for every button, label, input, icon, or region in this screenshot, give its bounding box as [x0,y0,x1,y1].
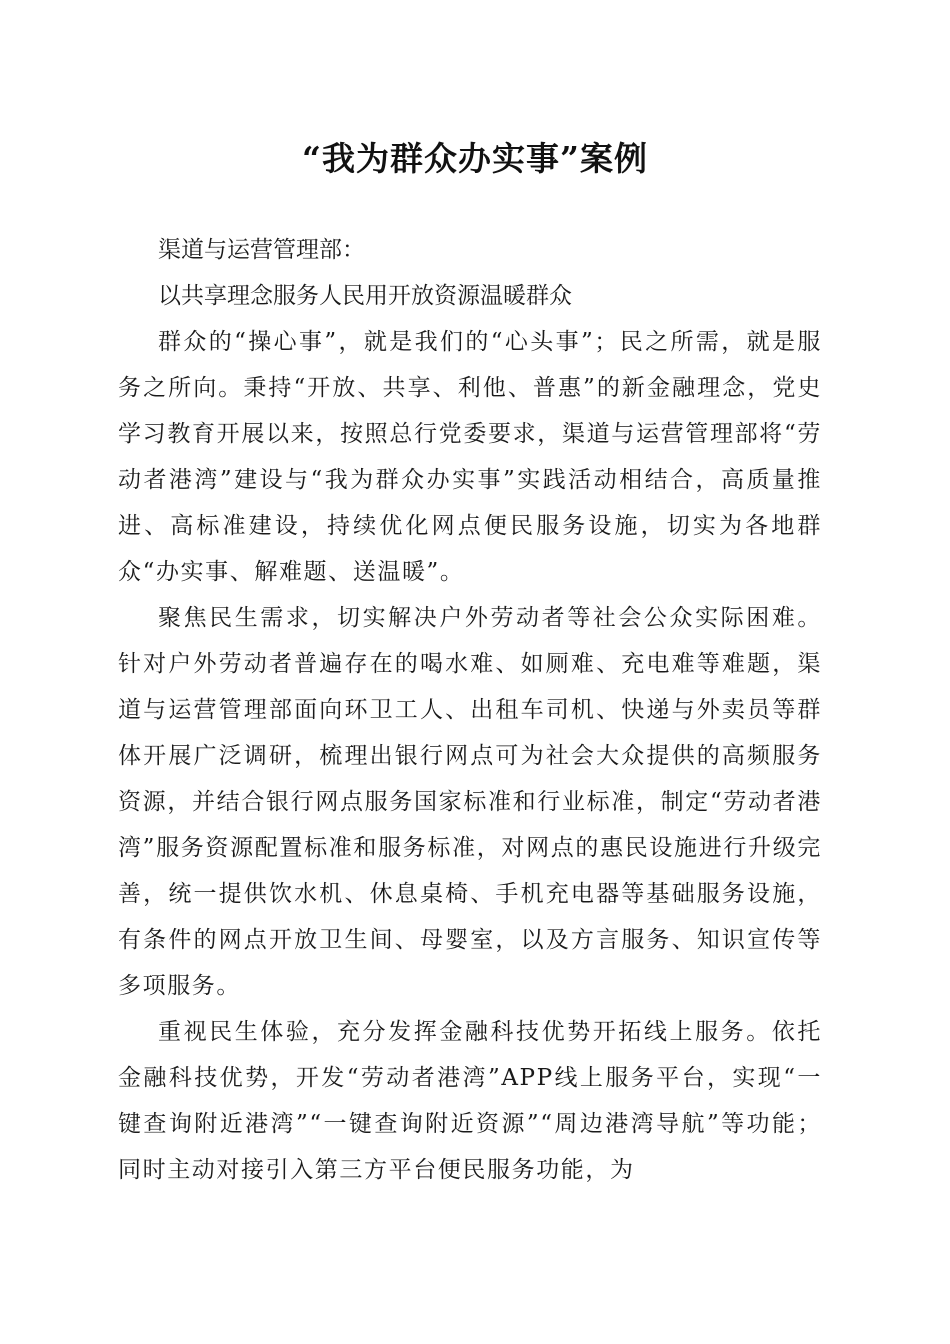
paragraph-needs: 聚焦民生需求，切实解决户外劳动者等社会公众实际困难。针对户外劳动者普遍存在的喝水难、如厕难、充电难等难题，渠道与运营管理部面向环卫工人、出租车司机、快递与外卖员等群体开展广泛调研，梳理出银行网点可为社会大众提供的高频服务资源，并结合银行网点服务国家标准和行业标准，制定“劳动者港湾”服务资源配置标准和服务标准，对网点的惠民设施进行升级完善，统一提供饮水机、休息桌椅、手机充电器等基础服务设施，有条件的网点开放卫生间、母婴室，以及方言服务、知识宣传等多项服务。 [118,605,822,999]
subtitle-line: 以共享理念服务人民用开放资源温暖群众 [158,283,572,309]
paragraph-experience: 重视民生体验，充分发挥金融科技优势开拓线上服务。依托金融科技优势，开发“劳动者港湾”APP线上服务平台，实现“一键查询附近港湾”“一键查询附近资源”“周边港湾导航”等功能；同时主动对接引入第三方平台便民服务功能，为 [118,1019,822,1183]
department-line: 渠道与运营管理部： [158,237,365,263]
document-title: “我为群众办实事”案例 [302,139,648,178]
paragraph-intro: 群众的“操心事”，就是我们的“心头事”；民之所需，就是服务之所向。秉持“开放、共享、利他、普惠”的新金融理念，党史学习教育开展以来，按照总行党委要求，渠道与运营管理部将“劳动者港湾”建设与“我为群众办实事”实践活动相结合，高质量推进、高标准建设，持续优化网点便民服务设施，切实为各地群众“办实事、解难题、送温暖”。 [118,329,822,585]
document-body [118,227,822,1193]
